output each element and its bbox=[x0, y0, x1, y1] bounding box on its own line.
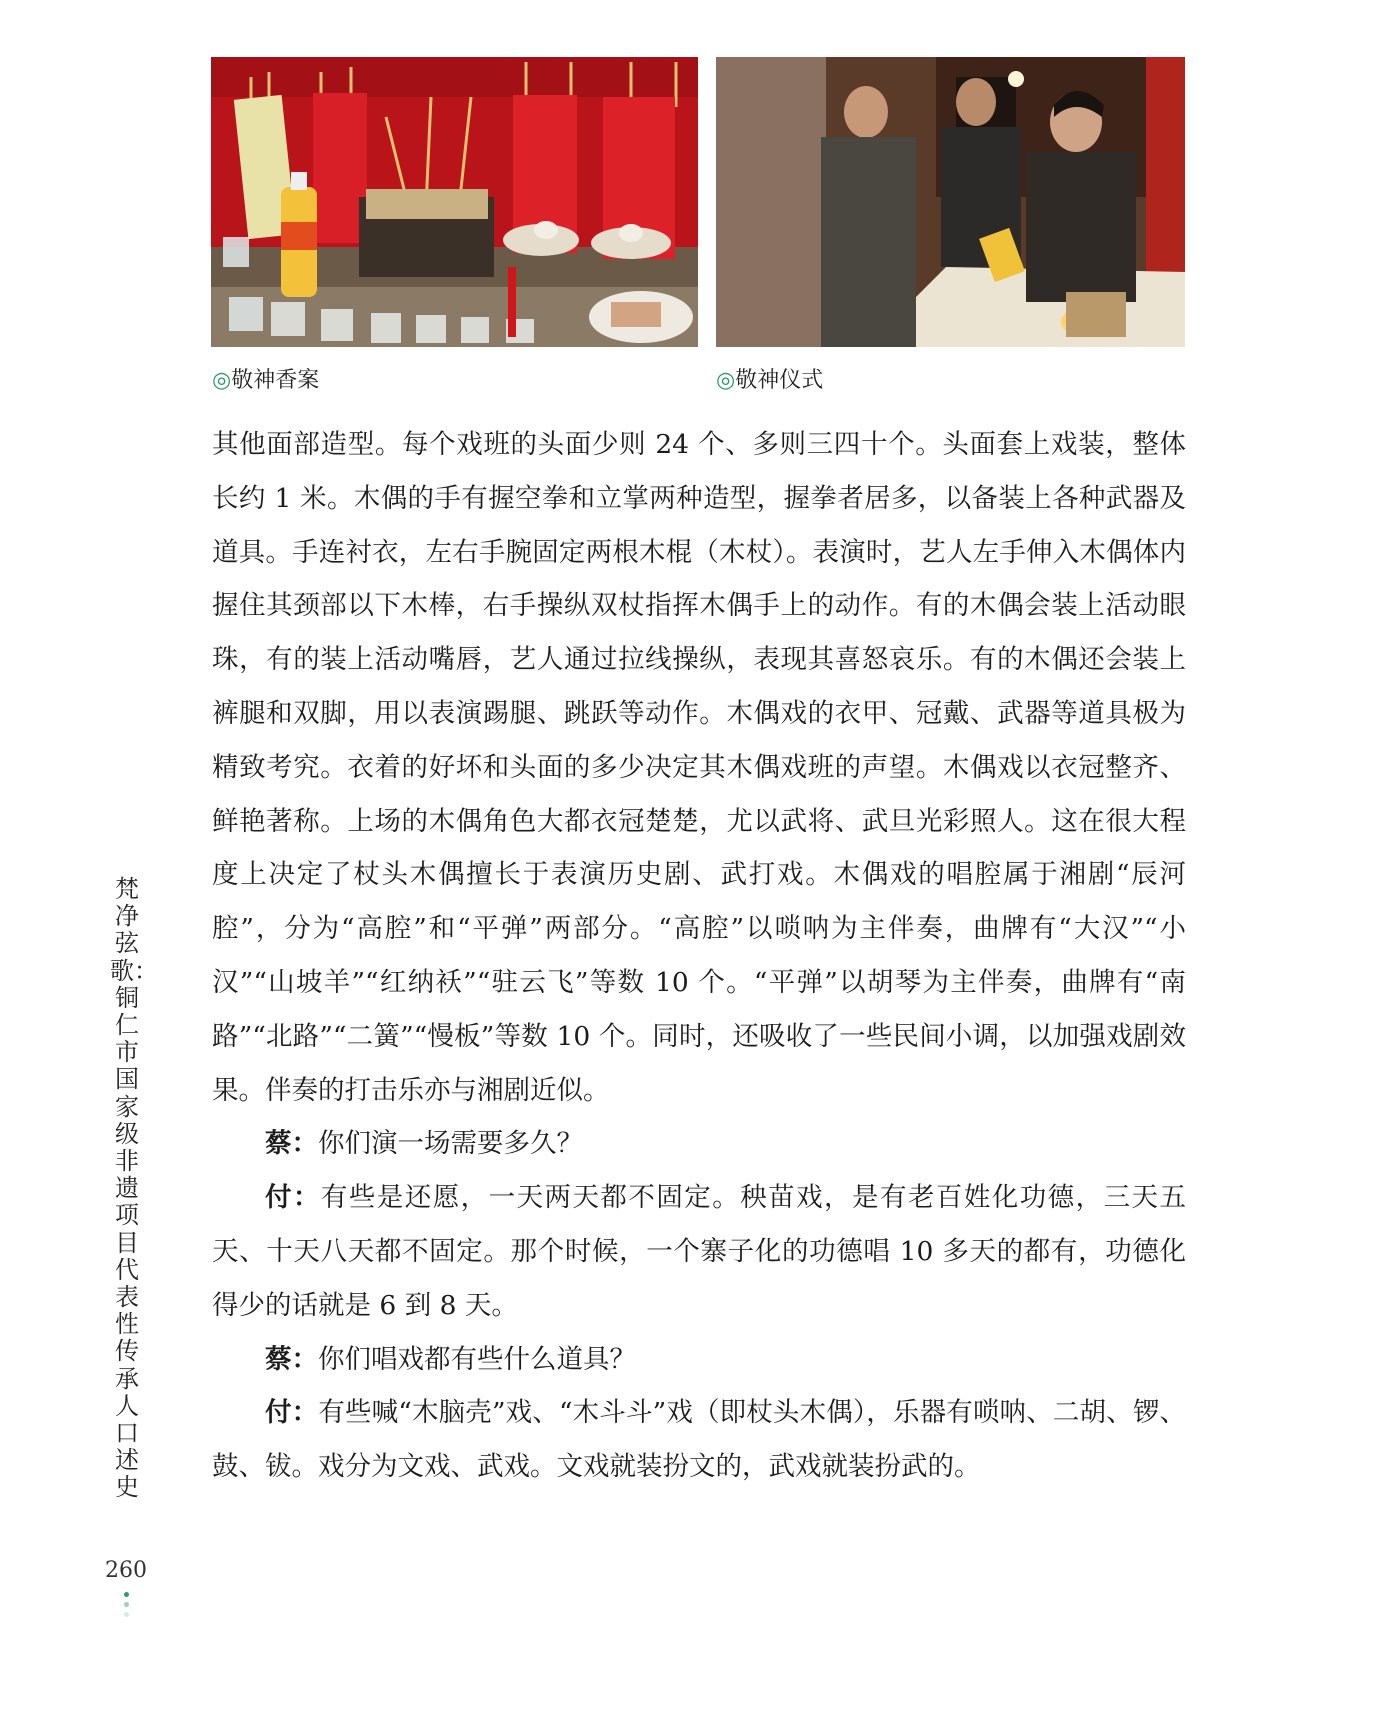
speaker-label: 付： bbox=[265, 1182, 321, 1214]
dialogue-line bbox=[212, 1333, 1186, 1387]
caption-mark-icon: ◎ bbox=[212, 368, 232, 393]
caption-mark-icon: ◎ bbox=[716, 368, 736, 393]
ritual-photo bbox=[716, 57, 1185, 347]
ritual-photo-caption bbox=[716, 366, 823, 396]
page-dots-ornament bbox=[122, 1592, 130, 1622]
dialogue-text: 你们唱戏都有些什么道具？ bbox=[318, 1343, 636, 1375]
speaker-label: 蔡： bbox=[265, 1343, 318, 1375]
dialogue-text: 你们演一场需要多久？ bbox=[318, 1128, 583, 1160]
altar-photo-caption bbox=[212, 366, 319, 396]
paragraph: 其他面部造型。每个戏班的头面少则 24 个、多则三四十个。头面套上戏装，整体长约 1 米。木偶的手有握空拳和立掌两种造型，握拳者居多，以备装上各种武器及道具。手连衬衣，左右手腕固定两根木棍（木杖）。表演时，艺人左手伸入木偶体内握住其颈部以下木棒，右手操纵双杖指挥木偶手上的动作。有的木偶会装上活动眼珠，有的装上活动嘴唇，艺人通过拉线操纵，表现其喜怒哀乐。有的木偶还会装上裤腿和双脚，用以表演踢腿、跳跃等动作。木偶戏的衣甲、冠戴、武器等道具极为精致考究。衣着的好坏和头面的多少决定其木偶戏班的声望。木偶戏以衣冠整齐、鲜艳著称。上场的木偶角色大都衣冠楚楚，尤以武将、武旦光彩照人。这在很大程度上决定了杖头木偶擅长于表演历史剧、武打戏。木偶戏的唱腔属于湘剧“辰河腔”，分为“高腔”和“平弹”两部分。“高腔”以唢呐为主伴奏，曲牌有“大汉”“小汉”“山坡羊”“红纳袄”“驻云飞”等数 10 个。“平弹”以胡琴为主伴奏，曲牌有“南路”“北路”“二簧”“慢板”等数 10 个。同时，还吸收了一些民间小调，以加强戏剧效果。伴奏的打击乐亦与湘剧近似。 bbox=[212, 429, 1186, 1106]
altar-photo bbox=[211, 57, 698, 347]
caption-text: 敬神仪式 bbox=[735, 368, 824, 393]
dialogue-line bbox=[212, 1117, 1186, 1171]
dialogue-text: 有些喊“木脑壳”戏、“木斗斗”戏（即杖头木偶），乐器有唢呐、二胡、锣、鼓、钹。戏分为文戏、武戏。文戏就装扮文的，武戏就装扮武的。 bbox=[212, 1397, 1186, 1483]
running-book-title: 梵净弦歌：铜仁市国家级非遗项目代表性传承人口述史 bbox=[110, 875, 158, 1502]
page-number: 260 bbox=[105, 1558, 147, 1583]
dialogue-line bbox=[212, 1171, 1186, 1332]
dialogue-line bbox=[212, 1386, 1186, 1494]
speaker-label: 付： bbox=[265, 1397, 319, 1429]
body-text bbox=[212, 418, 1186, 1494]
speaker-label: 蔡： bbox=[265, 1128, 318, 1160]
dialogue-text: 有些是还愿，一天两天都不固定。秧苗戏，是有老百姓化功德，三天五天、十天八天都不固定。那个时候，一个寨子化的功德唱 10 多天的都有，功德化得少的话就是 6 到 8 天。 bbox=[212, 1182, 1186, 1321]
caption-text: 敬神香案 bbox=[231, 368, 320, 393]
